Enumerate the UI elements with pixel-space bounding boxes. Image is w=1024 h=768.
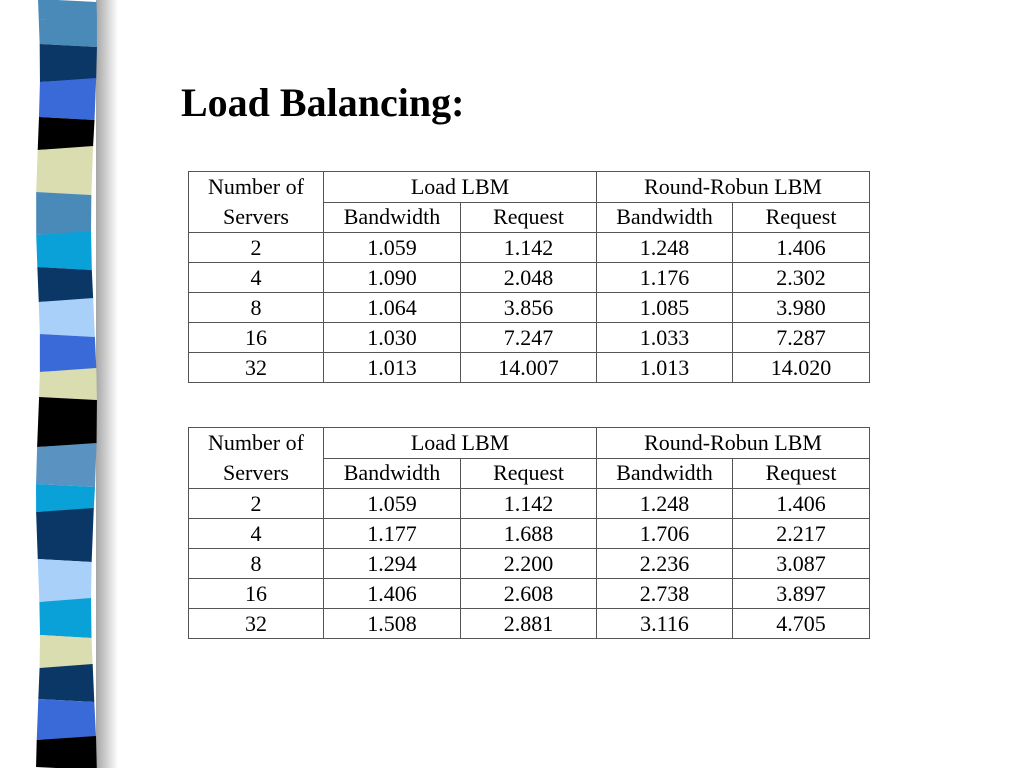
table-row [189, 609, 870, 639]
stripe-block [39, 368, 97, 400]
stripe-block [40, 334, 96, 372]
header-bandwidth: Bandwidth [324, 458, 461, 489]
table-cell: 2.217 [733, 519, 870, 549]
table-row [189, 519, 870, 549]
table-cell: 4 [189, 263, 324, 293]
table-cell: 2 [189, 233, 324, 263]
table-cell: 32 [189, 353, 324, 383]
table-row [189, 233, 870, 263]
table-cell: 1.706 [597, 519, 733, 549]
table-cell: 1.090 [324, 263, 461, 293]
table-row [189, 489, 870, 519]
table-row [189, 263, 870, 293]
stripe-block [36, 508, 94, 562]
header-bandwidth: Bandwidth [597, 458, 733, 489]
stripe-block [36, 484, 95, 512]
table-cell: 3.980 [733, 293, 870, 323]
table-cell: 1.064 [324, 293, 461, 323]
header-number-of-servers: Number of Servers [189, 428, 324, 489]
table-cell: 2.048 [461, 263, 597, 293]
table-cell: 2.302 [733, 263, 870, 293]
table-cell: 1.176 [597, 263, 733, 293]
stripe-block [40, 635, 93, 668]
table-cell: 8 [189, 293, 324, 323]
table-cell: 3.087 [733, 549, 870, 579]
table-cell: 4.705 [733, 609, 870, 639]
table-row [189, 323, 870, 353]
header-load-lbm: Load LBM [324, 172, 597, 203]
header-load-lbm: Load LBM [324, 428, 597, 459]
table-cell: 16 [189, 323, 324, 353]
table-cell: 7.287 [733, 323, 870, 353]
table-cell: 3.856 [461, 293, 597, 323]
table-cell: 1.406 [324, 579, 461, 609]
stripe-block [38, 664, 94, 702]
table-cell: 1.248 [597, 489, 733, 519]
table-cell: 8 [189, 549, 324, 579]
stripe-block [37, 397, 97, 447]
table-cell: 4 [189, 519, 324, 549]
table-cell: 1.508 [324, 609, 461, 639]
table-cell: 1.030 [324, 323, 461, 353]
stripe-block [37, 267, 93, 302]
table-row [189, 579, 870, 609]
table-cell: 2.200 [461, 549, 597, 579]
table-cell: 1.085 [597, 293, 733, 323]
table-cell: 1.406 [733, 489, 870, 519]
table-row [189, 549, 870, 579]
header-request: Request [733, 458, 870, 489]
table-cell: 32 [189, 609, 324, 639]
table-row [189, 353, 870, 383]
header-round-robun-lbm: Round-Robun LBM [597, 428, 870, 459]
header-row-groups [189, 172, 870, 203]
stripe-block [38, 559, 92, 602]
table-cell: 2.236 [597, 549, 733, 579]
table-cell: 2.881 [461, 609, 597, 639]
header-request: Request [461, 458, 597, 489]
slide-title: Load Balancing: [181, 80, 465, 125]
table-cell: 3.116 [597, 609, 733, 639]
header-bandwidth: Bandwidth [597, 202, 733, 233]
header-request: Request [733, 202, 870, 233]
table-cell: 2.738 [597, 579, 733, 609]
table-cell: 1.688 [461, 519, 597, 549]
stripe-block [36, 231, 92, 270]
table-cell: 1.013 [324, 353, 461, 383]
stripe-block [38, 117, 95, 150]
table-cell: 1.059 [324, 489, 461, 519]
table-row [189, 293, 870, 323]
table-cell: 1.142 [461, 233, 597, 263]
stripe-block [39, 598, 91, 638]
stripe-block [39, 78, 96, 120]
stripe-block [36, 443, 96, 487]
stripe-block [36, 146, 93, 195]
table-cell: 14.020 [733, 353, 870, 383]
table-cell: 1.177 [324, 519, 461, 549]
decorative-stripe [0, 0, 130, 768]
table-cell: 1.248 [597, 233, 733, 263]
table-cell: 3.897 [733, 579, 870, 609]
table-cell: 1.033 [597, 323, 733, 353]
table-cell: 16 [189, 579, 324, 609]
header-round-robun-lbm: Round-Robun LBM [597, 172, 870, 203]
header-row-groups [189, 428, 870, 459]
table-cell: 2.608 [461, 579, 597, 609]
stripe-block [37, 699, 96, 740]
stripe-block [36, 192, 91, 235]
header-request: Request [461, 202, 597, 233]
decorative-stripe-graphic [0, 0, 130, 768]
table-cell: 14.007 [461, 353, 597, 383]
stripe-shadow [96, 0, 118, 768]
table-cell: 1.013 [597, 353, 733, 383]
results-table-2 [188, 427, 870, 639]
table-cell: 1.142 [461, 489, 597, 519]
table-cell: 7.247 [461, 323, 597, 353]
header-number-of-servers: Number of Servers [189, 172, 324, 233]
table-cell: 1.406 [733, 233, 870, 263]
table-cell: 1.294 [324, 549, 461, 579]
stripe-block [36, 736, 97, 768]
results-table-1 [188, 171, 870, 383]
table-cell: 1.059 [324, 233, 461, 263]
table-cell: 2 [189, 489, 324, 519]
header-bandwidth: Bandwidth [324, 202, 461, 233]
stripe-block [40, 44, 97, 82]
stripe-block [39, 16, 97, 47]
stripe-block [39, 298, 95, 337]
